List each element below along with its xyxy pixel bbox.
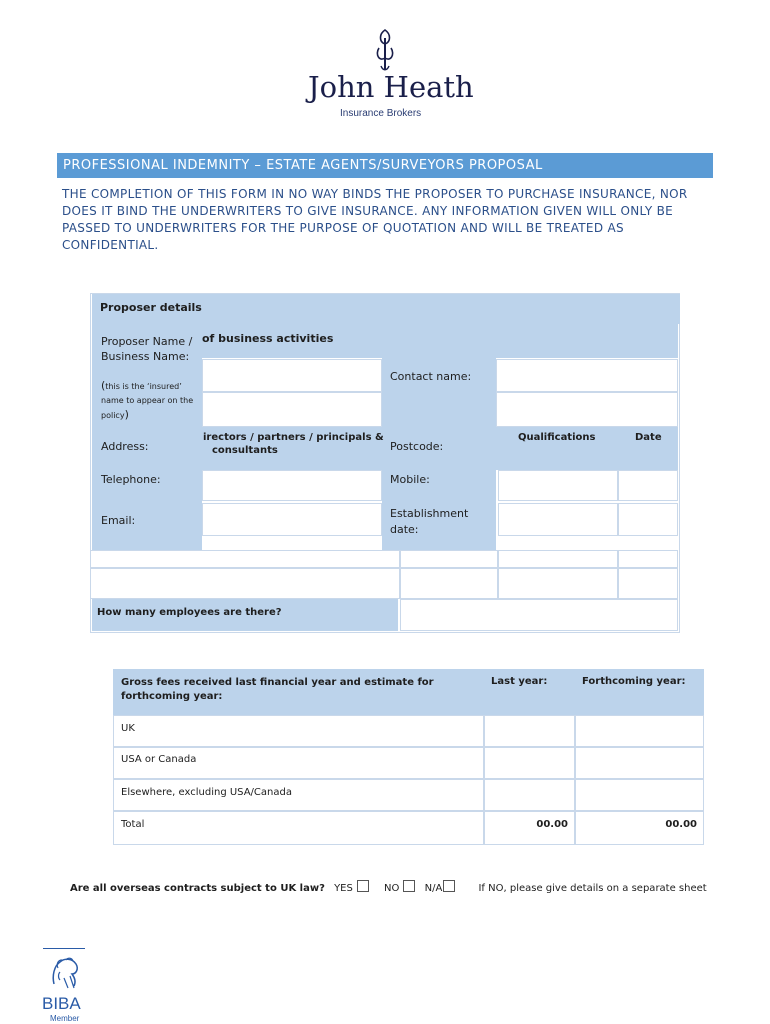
contact-name-field[interactable] xyxy=(496,359,678,392)
overlap-qualifications-text: Qualifications xyxy=(518,432,596,443)
total-last-year-value: 00.00 xyxy=(536,819,568,830)
proposer-details-heading: Proposer details xyxy=(100,301,202,314)
overseas-note: If NO, please give details on a separate sheet xyxy=(478,883,707,894)
overlap-business-text: of business activities xyxy=(202,332,334,345)
establishment-date-field[interactable] xyxy=(498,503,618,536)
monogram-icon xyxy=(373,28,397,72)
disclaimer-text: THE COMPLETION OF THIS FORM IN NO WAY BINDS THE PROPOSER TO PURCHASE INSURANCE, NOR DOES IT BIND THE UNDERWRITERS TO GIVE INSURANCE. ANY INFORMATION GIVEN WILL ONLY BE PASSED TO UNDERWRITERS FOR THE PURPOSE OF QUOTATION AND WILL BE TREATED AS CONFIDENTIAL. xyxy=(62,187,688,252)
usa-canada-last-year-field[interactable] xyxy=(484,747,575,779)
uk-last-year-field[interactable] xyxy=(484,715,575,747)
activity-row-cell-4[interactable] xyxy=(618,550,678,568)
yes-checkbox[interactable] xyxy=(357,880,369,892)
elsewhere-last-year-field[interactable] xyxy=(484,779,575,811)
gross-fees-table xyxy=(113,669,704,845)
telephone-label: Telephone: xyxy=(101,473,161,486)
overseas-question-label: Are all overseas contracts subject to UK law? xyxy=(70,883,325,894)
logo xyxy=(300,28,474,123)
contact-name-label: Contact name: xyxy=(390,370,472,383)
gross-fees-header: Gross fees received last financial year and estimate for forthcoming year: xyxy=(121,677,434,702)
address-label: Address: xyxy=(101,440,149,453)
fees-row-label: Elsewhere, excluding USA/Canada xyxy=(121,787,292,798)
biba-member-logo xyxy=(42,948,88,1024)
yes-label: YES xyxy=(334,883,353,894)
activity-row-cell[interactable] xyxy=(90,550,400,568)
elsewhere-forthcoming-field[interactable] xyxy=(575,779,704,811)
total-forthcoming-value: 00.00 xyxy=(665,819,697,830)
proposer-name-label: Proposer Name / xyxy=(101,335,193,348)
no-label: NO xyxy=(384,883,400,894)
uk-forthcoming-field[interactable] xyxy=(575,715,704,747)
activity-row-cell-2[interactable] xyxy=(400,550,498,568)
fees-row-label: Total xyxy=(121,819,145,830)
establishment-date-label: Establishment date: xyxy=(390,507,469,536)
fees-row-label: UK xyxy=(121,723,135,734)
email-field[interactable] xyxy=(202,503,382,536)
form-title-banner: PROFESSIONAL INDEMNITY – ESTATE AGENTS/SURVEYORS PROPOSAL xyxy=(57,153,713,178)
insured-note: (this is the ‘insured’ name to appear on the policy) xyxy=(101,379,194,421)
email-label: Email: xyxy=(101,514,136,527)
overlap-consultants-text: consultants xyxy=(212,445,278,456)
proposer-name-field-2[interactable] xyxy=(202,392,382,427)
mobile-label: Mobile: xyxy=(390,473,430,486)
proposer-name-field[interactable] xyxy=(202,359,382,392)
postcode-label: Postcode: xyxy=(390,440,444,453)
na-checkbox[interactable] xyxy=(443,880,455,892)
overlap-date-text: Date xyxy=(635,432,662,443)
last-year-header: Last year: xyxy=(491,676,548,687)
proposer-details-section xyxy=(90,293,680,633)
employees-field[interactable] xyxy=(400,599,678,631)
overlap-directors-text: irectors / partners / principals & xyxy=(203,432,384,443)
fees-row-label: USA or Canada xyxy=(121,754,197,765)
logo-subtitle: Insurance Brokers xyxy=(340,108,422,119)
activity-row-cell-6[interactable] xyxy=(400,568,498,599)
mobile-field[interactable] xyxy=(498,470,618,501)
activity-row-cell-8[interactable] xyxy=(618,568,678,599)
employees-label: How many employees are there? xyxy=(97,607,282,618)
contact-name-field-2[interactable] xyxy=(496,392,678,427)
biba-text: BIBA xyxy=(42,994,81,1013)
member-text: Member xyxy=(50,1014,80,1023)
no-checkbox[interactable] xyxy=(403,880,415,892)
usa-canada-forthcoming-field[interactable] xyxy=(575,747,704,779)
logo-name: John Heath xyxy=(308,70,474,104)
activity-row-cell-3[interactable] xyxy=(498,550,618,568)
establishment-date-field-2[interactable] xyxy=(618,503,678,536)
na-label: N/A xyxy=(424,883,443,894)
forthcoming-year-header: Forthcoming year: xyxy=(582,676,686,687)
overseas-question-row xyxy=(70,880,730,894)
telephone-field[interactable] xyxy=(202,470,382,501)
activity-row-cell-7[interactable] xyxy=(498,568,618,599)
lion-icon xyxy=(46,954,84,990)
business-name-label: Business Name: xyxy=(101,350,190,363)
activity-row-cell-5[interactable] xyxy=(90,568,400,599)
mobile-field-2[interactable] xyxy=(618,470,678,501)
